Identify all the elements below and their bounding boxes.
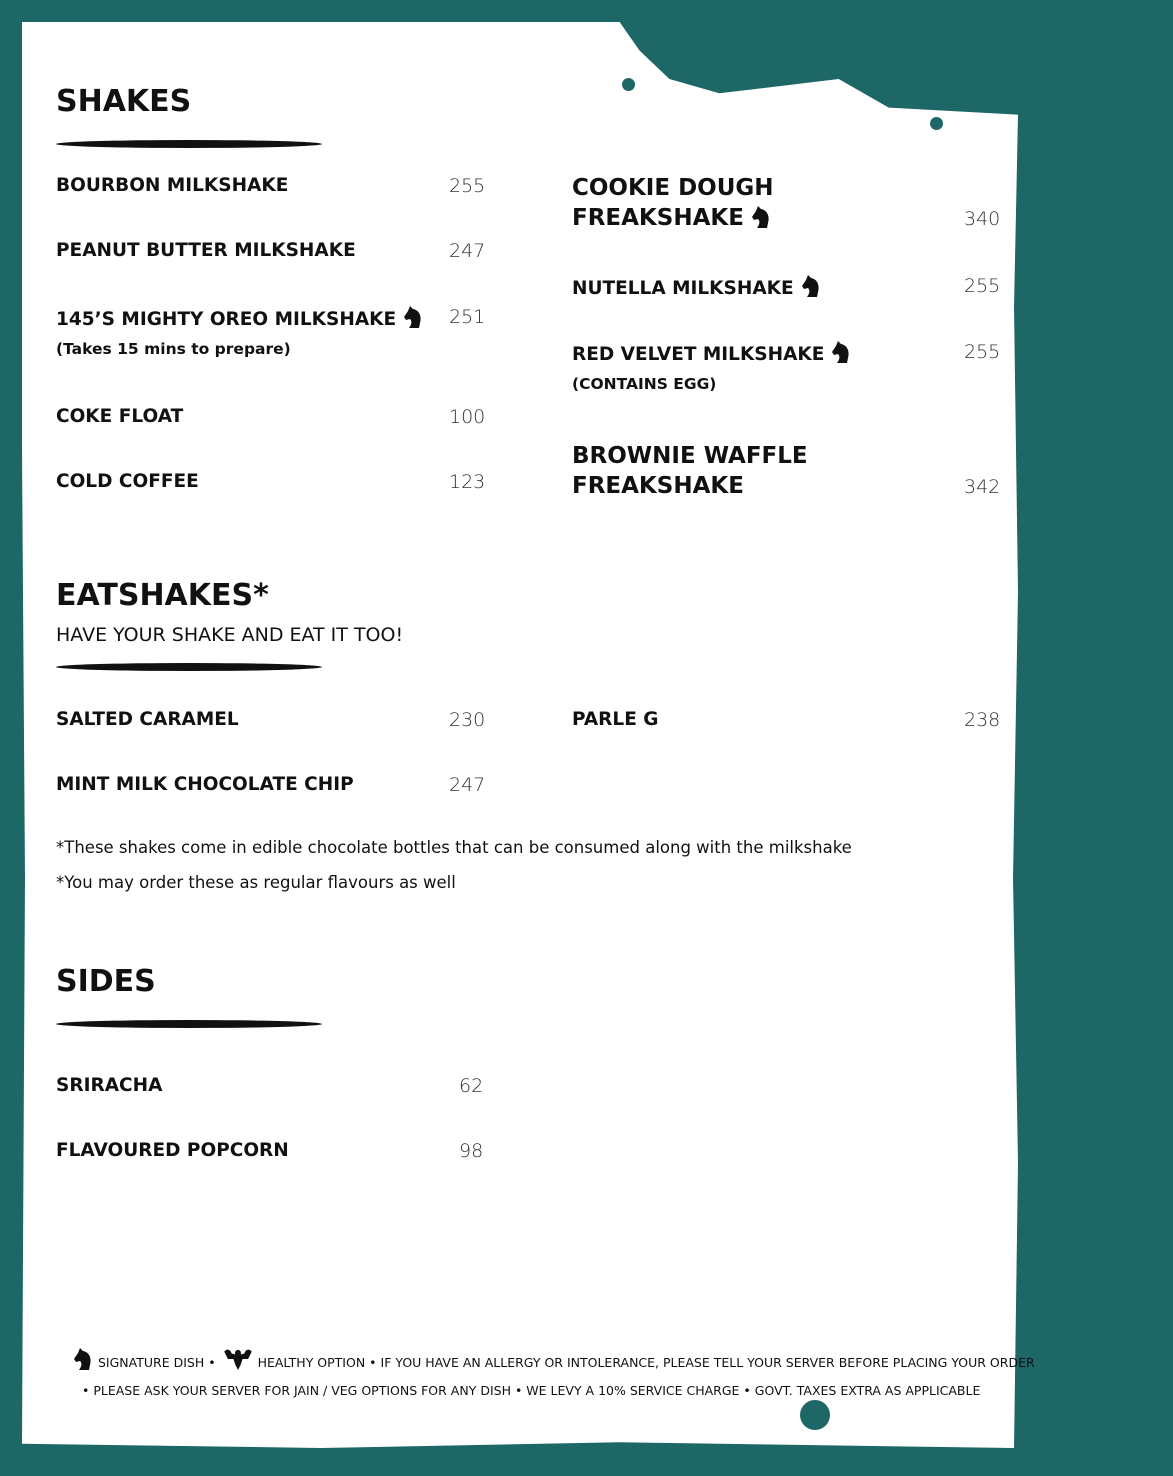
section-title-shakes: SHAKES <box>56 84 192 119</box>
section-subtitle: HAVE YOUR SHAKE AND EAT IT TOO! <box>56 624 404 646</box>
menu-item-name: COLD COFFEE <box>56 471 199 492</box>
signature-horse-icon <box>752 206 770 228</box>
signature-horse-icon <box>832 341 850 363</box>
menu-item-name: RED VELVET MILKSHAKE <box>572 344 825 365</box>
menu-item <box>572 341 850 365</box>
service-charge-notice: WE LEVY A 10% SERVICE CHARGE <box>526 1383 740 1398</box>
signature-horse-icon <box>404 306 422 328</box>
legend-healthy: HEALTHY OPTION <box>257 1355 366 1370</box>
menu-item-price: 247 <box>449 240 486 262</box>
menu-item-price: 62 <box>459 1075 484 1097</box>
section-title-sides: SIDES <box>56 964 156 999</box>
menu-item-price: 255 <box>964 275 1001 297</box>
menu-item-name: COKE FLOAT <box>56 406 184 427</box>
menu-item-name <box>572 441 808 501</box>
menu-item-name: 145’S MIGHTY OREO MILKSHAKE <box>56 309 397 330</box>
footer-notices: • PLEASE ASK YOUR SERVER FOR JAIN / VEG OPTIONS FOR ANY DISH • WE LEVY A 10% SERVICE CHARGE • GOVT. TAXES EXTRA AS APPLICABLE <box>82 1383 981 1398</box>
menu-item-name: SRIRACHA <box>56 1075 163 1096</box>
footnote: *These shakes come in edible chocolate bottles that can be consumed along with the milkshake <box>56 838 852 857</box>
jain-veg-notice: PLEASE ASK YOUR SERVER FOR JAIN / VEG OPTIONS FOR ANY DISH <box>93 1383 511 1398</box>
menu-item-price: 230 <box>449 709 486 731</box>
paint-splatter <box>800 1400 830 1430</box>
brush-divider <box>56 663 322 671</box>
signature-horse-icon <box>802 275 820 297</box>
menu-item-name: PARLE G <box>572 709 659 730</box>
menu-item-name: SALTED CARAMEL <box>56 709 239 730</box>
menu-item-name: NUTELLA MILKSHAKE <box>572 278 794 299</box>
menu-item-price: 255 <box>449 175 486 197</box>
paint-splatter <box>622 78 635 91</box>
footnote: *You may order these as regular flavours as well <box>56 873 456 892</box>
menu-item-price: 238 <box>964 709 1001 731</box>
menu-item-price: 100 <box>449 406 486 428</box>
menu-item-note: (CONTAINS EGG) <box>572 375 717 393</box>
menu-item <box>56 306 422 330</box>
menu-item-price: 340 <box>964 208 1001 230</box>
menu-item-note: (Takes 15 mins to prepare) <box>56 340 291 358</box>
menu-item-price: 251 <box>449 306 486 328</box>
menu-item-name: BOURBON MILKSHAKE <box>56 175 289 196</box>
menu-item-name: MINT MILK CHOCOLATE CHIP <box>56 774 354 795</box>
footer-legend: SIGNATURE DISH • HEALTHY OPTION • IF YOU HAVE AN ALLERGY OR INTOLERANCE, PLEASE TELL YOUR SERVER BEFORE PLACING YOUR ORDER <box>74 1348 1035 1370</box>
menu-page <box>22 22 1018 1448</box>
menu-item-name <box>572 173 774 233</box>
brush-divider <box>56 1020 322 1028</box>
paint-splatter <box>645 45 658 58</box>
menu-item-name-line: FREAKSHAKE <box>572 205 744 231</box>
legend-signature: SIGNATURE DISH <box>98 1355 205 1370</box>
menu-item-name: FLAVOURED POPCORN <box>56 1140 289 1161</box>
paint-splatter <box>930 117 943 130</box>
menu-item-name-line: COOKIE DOUGH <box>572 175 774 201</box>
menu-item-price: 247 <box>449 774 486 796</box>
brush-divider <box>56 140 322 148</box>
menu-item-name-line: FREAKSHAKE <box>572 473 744 499</box>
menu-item-name-line: BROWNIE WAFFLE <box>572 443 808 469</box>
allergy-notice: IF YOU HAVE AN ALLERGY OR INTOLERANCE, PLEASE TELL YOUR SERVER BEFORE PLACING YOUR ORDER <box>380 1355 1035 1370</box>
signature-horse-icon <box>74 1348 92 1370</box>
healthy-muscle-icon <box>224 1348 252 1370</box>
menu-item <box>572 275 820 299</box>
menu-item-price: 123 <box>449 471 486 493</box>
menu-item-price: 342 <box>964 476 1001 498</box>
taxes-notice: GOVT. TAXES EXTRA AS APPLICABLE <box>754 1383 981 1398</box>
menu-item-price: 98 <box>459 1140 484 1162</box>
menu-item-name: PEANUT BUTTER MILKSHAKE <box>56 240 356 261</box>
menu-item-price: 255 <box>964 341 1001 363</box>
section-title-eatshakes: EATSHAKES* <box>56 578 269 613</box>
